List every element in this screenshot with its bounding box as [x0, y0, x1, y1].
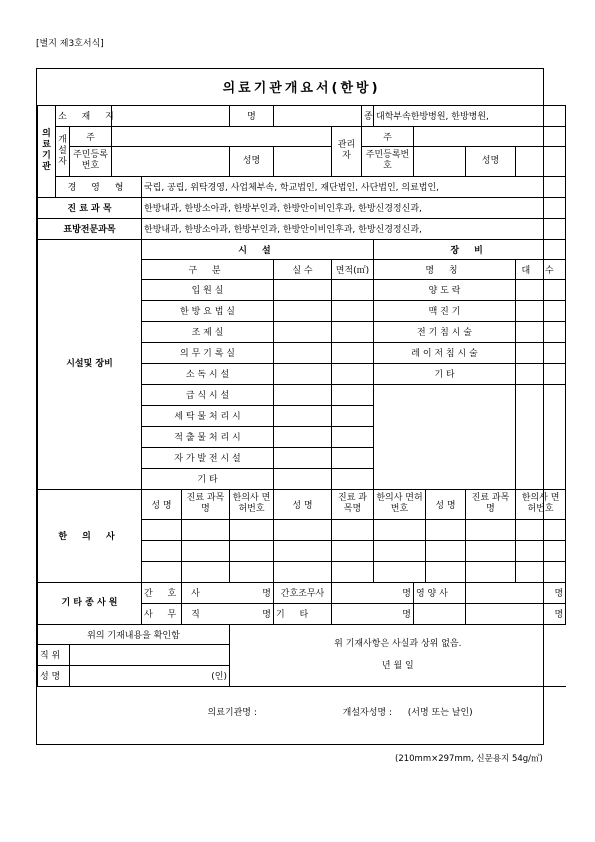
type-label: 종: [362, 105, 374, 126]
doctor-cell[interactable]: [516, 540, 566, 561]
col-rooms: 실 수: [274, 259, 332, 279]
facilities-side-label: 시설및 장비: [38, 239, 142, 489]
manager-name-field[interactable]: [516, 146, 566, 176]
facility-row: 조 제 실: [142, 321, 274, 342]
sign-note: (서명 또는 날인): [407, 707, 473, 718]
doctor-col-dept: 진료 과목명: [332, 489, 374, 519]
equipment-row: 양 도 락: [374, 279, 516, 300]
doctor-cell[interactable]: [516, 519, 566, 540]
col-area: 면적(㎡): [332, 259, 374, 279]
count-cell[interactable]: [516, 363, 566, 384]
rooms-cell[interactable]: [274, 279, 332, 300]
confirmer-name-label: 성 명: [38, 665, 70, 686]
area-cell[interactable]: [332, 300, 374, 321]
founder-name-label: 성명: [230, 146, 274, 176]
operation-options: 국립, 공립, 위탁경영, 사업체부속, 학교법인, 재단법인, 사단법인, 의료법인,: [142, 176, 566, 197]
operation-label: 경 영 형: [56, 176, 142, 197]
facility-row: 자 가 발 전 시 설: [142, 447, 274, 468]
departments-label: 진 료 과 목: [38, 197, 142, 218]
founder-sign-label: 개설자성명 :: [342, 707, 392, 718]
departments-options: 한방내과, 한방소아과, 한방부인과, 한방안이비인후과, 한방신경정신과,: [142, 197, 566, 218]
clerk-count[interactable]: 명: [182, 603, 274, 624]
area-cell[interactable]: [332, 321, 374, 342]
confirm-heading: 위의 기재내용을 확인함: [38, 624, 230, 644]
count-cell[interactable]: [516, 342, 566, 363]
nurse-aide-count[interactable]: 명: [332, 582, 414, 603]
doctor-cell[interactable]: [374, 540, 426, 561]
manager-address-label: 주: [362, 126, 414, 146]
nurse-count[interactable]: 명: [182, 582, 274, 603]
facility-row: 세 탁 물 처 리 시: [142, 405, 274, 426]
doctor-cell[interactable]: [466, 540, 516, 561]
form-table: [37, 69, 566, 736]
facility-row: 한 방 요 법 실: [142, 300, 274, 321]
clerk-label: 사 무 직: [142, 603, 182, 624]
area-cell[interactable]: [332, 384, 374, 405]
equipment-row: 레 이 저 침 시 술: [374, 342, 516, 363]
institution-side-label: 의료기관: [38, 105, 56, 197]
sign-line: [38, 686, 566, 736]
doctor-cell[interactable]: [466, 561, 516, 582]
equipment-row: 맥 진 기: [374, 300, 516, 321]
doctor-cell[interactable]: [332, 540, 374, 561]
manager-rrn-field[interactable]: [414, 146, 466, 176]
facility-row: 급 식 시 설: [142, 384, 274, 405]
facility-row: 입 원 실: [142, 279, 274, 300]
nurse-aide-label: 간호조무사: [274, 582, 332, 603]
facility-row: 소 독 시 설: [142, 363, 274, 384]
doctor-cell[interactable]: [466, 519, 516, 540]
doctor-cell[interactable]: [274, 519, 332, 540]
doctors-side-label: 한 의 사: [38, 489, 142, 582]
doctor-cell[interactable]: [274, 561, 332, 582]
confirm-statement-block: [230, 624, 566, 686]
area-cell[interactable]: [332, 426, 374, 447]
location-field[interactable]: [112, 105, 230, 126]
area-cell[interactable]: [332, 342, 374, 363]
manager-address-field[interactable]: [414, 126, 566, 146]
area-cell[interactable]: [332, 405, 374, 426]
form-label: [별지 제3호서식]: [36, 39, 104, 49]
nutritionist-label: 영 양 사: [414, 582, 466, 603]
area-cell[interactable]: [332, 363, 374, 384]
position-label: 직 위: [38, 644, 70, 665]
doctor-col-license: 한의사 면허번호: [374, 489, 426, 519]
doctor-cell[interactable]: [274, 540, 332, 561]
founder-rrn-label: 주민등록번호: [70, 146, 112, 176]
manager-rrn-label: 주민등록번호: [362, 146, 414, 176]
founder-label: 개설자: [56, 126, 70, 176]
doctor-col-license: 한의사 면허번호: [516, 489, 566, 519]
manager-name-label: 성명: [466, 146, 516, 176]
form-title: 의료기관개요서(한방): [38, 69, 566, 105]
col-division: 구 분: [142, 259, 274, 279]
rooms-cell[interactable]: [274, 468, 332, 489]
rooms-cell[interactable]: [274, 342, 332, 363]
doctor-col-name: 성 명: [142, 489, 182, 519]
count-cell[interactable]: [516, 321, 566, 342]
rooms-cell[interactable]: [274, 384, 332, 405]
type-options: 대학부속한방병원, 한방병원,: [374, 105, 566, 126]
facility-row: 적 출 물 처 리 시: [142, 426, 274, 447]
name-label: 명: [230, 105, 274, 126]
doctor-cell[interactable]: [142, 519, 182, 540]
doctor-cell[interactable]: [142, 561, 182, 582]
founder-name-field[interactable]: [274, 146, 332, 176]
doctor-cell[interactable]: [142, 540, 182, 561]
doctor-col-name: 성 명: [274, 489, 332, 519]
institution-name-label: 의료기관명 :: [207, 707, 257, 718]
doctor-cell[interactable]: [374, 561, 426, 582]
rooms-cell[interactable]: [274, 363, 332, 384]
specialty-options: 한방내과, 한방소아과, 한방부인과, 한방안이비인후과, 한방신경정신과,: [142, 218, 566, 239]
location-label: 소 재 지: [56, 105, 112, 126]
doctor-cell[interactable]: [182, 519, 230, 540]
doctor-cell[interactable]: [332, 561, 374, 582]
doctor-cell[interactable]: [182, 561, 230, 582]
facility-row: 의 무 기 록 실: [142, 342, 274, 363]
name-field[interactable]: [274, 105, 362, 126]
rooms-cell[interactable]: [274, 300, 332, 321]
doctor-col-name: 성 명: [426, 489, 466, 519]
confirm-date: 년 월 일: [381, 661, 414, 671]
doctor-cell[interactable]: [230, 561, 274, 582]
doctor-cell[interactable]: [374, 519, 426, 540]
doctor-cell[interactable]: [426, 519, 466, 540]
col-equipment-name: 명 칭: [374, 259, 516, 279]
doctor-col-license: 한의사 면허번호: [230, 489, 274, 519]
area-cell[interactable]: [332, 468, 374, 489]
rooms-cell[interactable]: [274, 426, 332, 447]
doctor-cell[interactable]: [426, 561, 466, 582]
rooms-cell[interactable]: [274, 447, 332, 468]
doctor-cell[interactable]: [182, 540, 230, 561]
confirmer-seal[interactable]: (인): [70, 665, 230, 686]
area-cell[interactable]: [332, 447, 374, 468]
position-field[interactable]: [70, 644, 230, 665]
nurse-label: 간 호 사: [142, 582, 182, 603]
nutritionist-count[interactable]: 명: [466, 582, 566, 603]
specialty-label: 표방전문과목: [38, 218, 142, 239]
facility-row: 기 타: [142, 468, 274, 489]
facility-header: 시 설: [142, 239, 374, 259]
other-staff-label: 기 타: [274, 603, 332, 624]
founder-address-field[interactable]: [112, 126, 332, 146]
paper-spec-footnote: (210mm×297mm, 신문용지 54g/㎡): [395, 754, 543, 764]
other-staff-count[interactable]: 명: [332, 603, 414, 624]
rooms-cell[interactable]: [274, 321, 332, 342]
count-blank: [516, 384, 566, 489]
doctor-col-dept: 진료 과목명: [466, 489, 516, 519]
equipment-row: 전 기 침 시 술: [374, 321, 516, 342]
doctor-cell[interactable]: [426, 540, 466, 561]
doctor-cell[interactable]: [516, 561, 566, 582]
doctor-cell[interactable]: [230, 519, 274, 540]
manager-label: 관리자: [332, 126, 362, 176]
doctor-cell[interactable]: [230, 540, 274, 561]
doctor-col-dept: 진료 과목명: [182, 489, 230, 519]
rooms-cell[interactable]: [274, 405, 332, 426]
founder-address-label: 주: [70, 126, 112, 146]
equipment-header: 장 비: [374, 239, 566, 259]
col-equipment-count: 대 수: [516, 259, 566, 279]
staff-blank-count[interactable]: 명: [466, 603, 566, 624]
count-cell[interactable]: [516, 300, 566, 321]
staff-side-label: 기 타 종 사 원: [38, 582, 142, 624]
equipment-blank: [374, 384, 516, 489]
count-cell[interactable]: [516, 279, 566, 300]
area-cell[interactable]: [332, 279, 374, 300]
confirm-statement: 위 기재사항은 사실과 상위 없음.: [334, 639, 462, 649]
founder-rrn-field[interactable]: [112, 146, 230, 176]
form-sheet: [36, 68, 564, 745]
equipment-row: 기 타: [374, 363, 516, 384]
staff-blank[interactable]: [414, 603, 466, 624]
doctor-cell[interactable]: [332, 519, 374, 540]
